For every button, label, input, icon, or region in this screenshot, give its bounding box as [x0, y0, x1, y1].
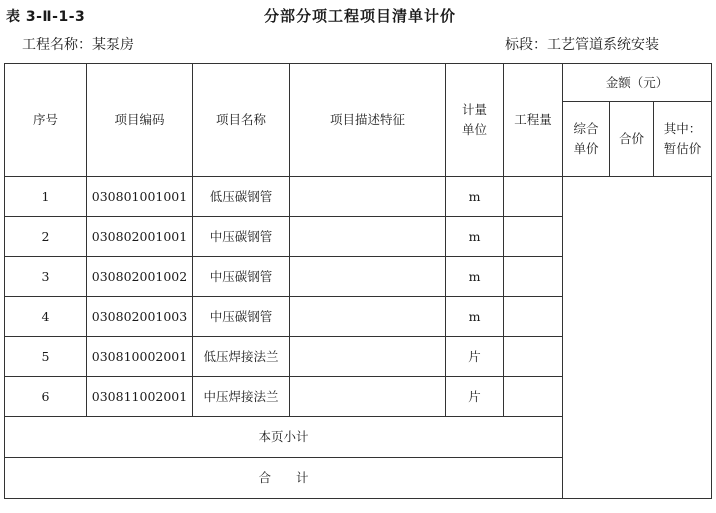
header-code: 项目编码 [87, 64, 193, 177]
row-seq: 5 [5, 337, 87, 377]
row-unit: m [446, 217, 504, 257]
subtotal-label: 本页小计 [5, 417, 563, 458]
row-description [290, 177, 446, 217]
bill-table [4, 63, 712, 499]
row-name: 低压碳钢管 [193, 177, 290, 217]
header-unit-price [563, 102, 610, 177]
row-quantity [504, 177, 563, 217]
row-seq: 3 [5, 257, 87, 297]
table-row [5, 177, 712, 217]
row-quantity [504, 257, 563, 297]
row-description [290, 297, 446, 337]
row-code: 030811002001 [87, 377, 193, 417]
row-code: 030802001003 [87, 297, 193, 337]
row-name: 中压焊接法兰 [193, 377, 290, 417]
header-unit-price-line2: 单价 [573, 141, 599, 156]
header-estimate-line1: 其中： [663, 121, 702, 136]
section-name: 标段：工艺管道系统安装 [505, 37, 659, 53]
row-code: 030801001001 [87, 177, 193, 217]
row-description [290, 217, 446, 257]
project-name: 工程名称：某泵房 [22, 37, 134, 53]
row-unit: m [446, 297, 504, 337]
row-description [290, 337, 446, 377]
row-name: 中压碳钢管 [193, 217, 290, 257]
row-seq: 1 [5, 177, 87, 217]
header-quantity: 工程量 [504, 64, 563, 177]
row-quantity [504, 377, 563, 417]
row-description [290, 377, 446, 417]
row-seq: 4 [5, 297, 87, 337]
header-description: 项目描述特征 [290, 64, 446, 177]
row-code: 030810002001 [87, 337, 193, 377]
row-name: 低压焊接法兰 [193, 337, 290, 377]
row-seq: 6 [5, 377, 87, 417]
header-amount: 金额（元） [563, 64, 712, 102]
row-seq: 2 [5, 217, 87, 257]
header-name: 项目名称 [193, 64, 290, 177]
row-code: 030802001001 [87, 217, 193, 257]
amount-blank-area [563, 177, 712, 499]
document-title: 分部分项工程项目清单计价 [264, 7, 457, 25]
header-unit-price-line1: 综合 [573, 121, 599, 136]
row-unit: 片 [446, 377, 504, 417]
header-total-price: 合价 [610, 102, 654, 177]
header-unit [446, 64, 504, 177]
total-label: 合 计 [5, 458, 563, 499]
header-unit-line2: 单位 [461, 122, 487, 137]
row-quantity [504, 217, 563, 257]
row-quantity [504, 337, 563, 377]
header-estimate-line2: 暂估价 [663, 141, 702, 156]
header-row-top [5, 64, 712, 102]
row-unit: m [446, 177, 504, 217]
row-quantity [504, 297, 563, 337]
row-name: 中压碳钢管 [193, 297, 290, 337]
row-description [290, 257, 446, 297]
row-code: 030802001002 [87, 257, 193, 297]
row-unit: 片 [446, 337, 504, 377]
table-number: 表 3-Ⅱ-1-3 [6, 9, 86, 25]
header-seq: 序号 [5, 64, 87, 177]
header-unit-line1: 计量 [461, 102, 487, 117]
row-unit: m [446, 257, 504, 297]
row-name: 中压碳钢管 [193, 257, 290, 297]
header-estimate [654, 102, 712, 177]
